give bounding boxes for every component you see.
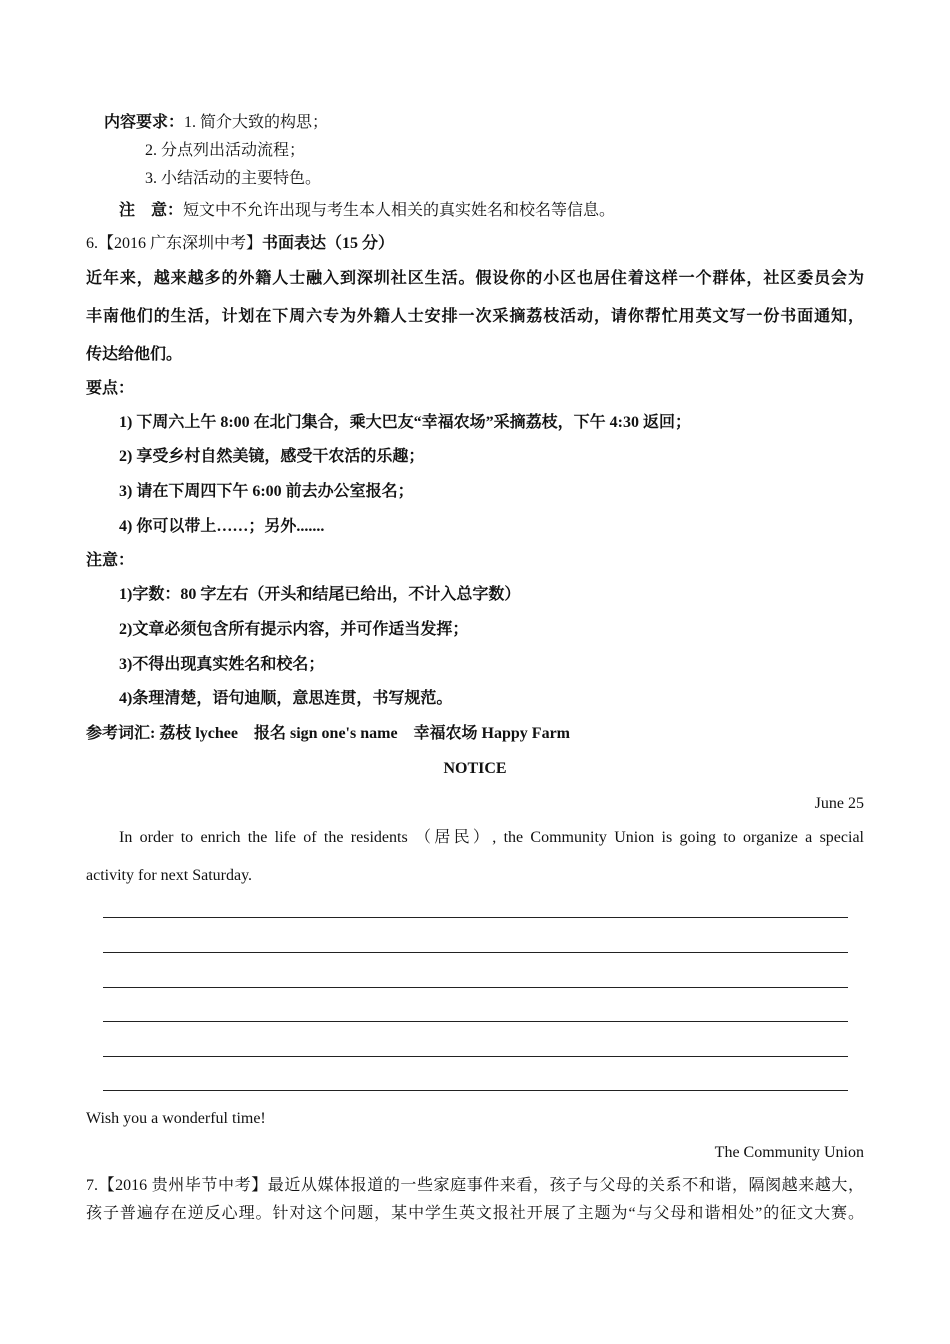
writing-line-2[interactable] [103,952,848,953]
q6-heading-bold: 书面表达（15 分） [262,235,395,252]
q6-note-3: 3)不得出现真实姓名和校名； [119,656,325,673]
q6-intro-line-1: 近年来，越来越多的外籍人士融入到深圳社区生活。假设你的小区也居住着这样一个群体，社区委员会为 [86,270,864,287]
q6-note-4: 4)条理清楚，语句迪顺，意思连贯，书写规范。 [119,690,453,707]
writing-line-6[interactable] [103,1090,848,1091]
q6-vocab: 参考词汇: 荔枝 lychee 报名 sign one's name 幸福农场 Happy Farm [86,725,570,742]
q6-intro-line-3: 传达给他们。 [86,346,183,363]
content-req-item-3: 3. 小结活动的主要特色。 [145,170,322,187]
writing-line-1[interactable] [103,917,848,918]
notice-signature: The Community Union [714,1144,864,1161]
q6-note-2: 2)文章必须包含所有提示内容，并可作适当发挥； [119,621,469,638]
q6-point-2: 2) 享受乡村自然美镜，感受干农活的乐趣； [119,448,425,465]
notice-date: June 25 [814,795,864,812]
q6-heading [86,234,394,254]
notice-body-line-2: activity for next Saturday. [86,867,253,884]
writing-line-5[interactable] [103,1056,848,1057]
writing-line-4[interactable] [103,1021,848,1022]
q7-line-1: 7.【2016 贵州毕节中考】最近从媒体报道的一些家庭事件来看，孩子与父母的关系不和谐，隔阂越来越大， [86,1177,864,1194]
content-req-item-2: 2. 分点列出活动流程； [145,142,306,159]
q6-point-4: 4) 你可以带上……；另外....... [119,518,325,535]
notice-title: NOTICE [443,760,507,777]
content-req-note [119,201,615,221]
notice-closing: Wish you a wonderful time! [86,1110,266,1127]
content-req-label: 内容要求： [104,114,185,131]
content-requirements [104,113,328,133]
q6-point-1: 1) 下周六上午 8:00 在北门集合，乘大巴友“幸福农场”采摘荔枝，下午 4:30 返回； [119,414,691,431]
content-req-item-1: 1. 简介大致的构思； [184,114,329,131]
q6-intro-line-2: 丰南他们的生活，计划在下周六专为外籍人士安排一次采摘荔枝活动，请你帮忙用英文写一份书面通知， [86,308,864,325]
q6-note-1: 1)字数：80 字左右（开头和结尾已给出，不计入总字数） [119,586,521,603]
notice-body-line-1: In order to enrich the life of the residents （居民）, the Community Union is going to organize a special [119,829,864,846]
writing-line-3[interactable] [103,987,848,988]
content-req-note-label: 注 意： [119,202,184,219]
content-req-note-text: 短文中不允许出现与考生本人相关的真实姓名和校名等信息。 [183,202,616,219]
q6-notes-label: 注意： [86,552,135,569]
q6-heading-prefix: 6.【2016 广东深圳中考】 [86,235,263,252]
q6-points-label: 要点： [86,380,135,397]
q7-line-2: 孩子普遍存在逆反心理。针对这个问题，某中学生英文报社开展了主题为“与父母和谐相处”的征文大赛。 [86,1205,864,1222]
q6-point-3: 3) 请在下周四下午 6:00 前去办公室报名； [119,483,414,500]
